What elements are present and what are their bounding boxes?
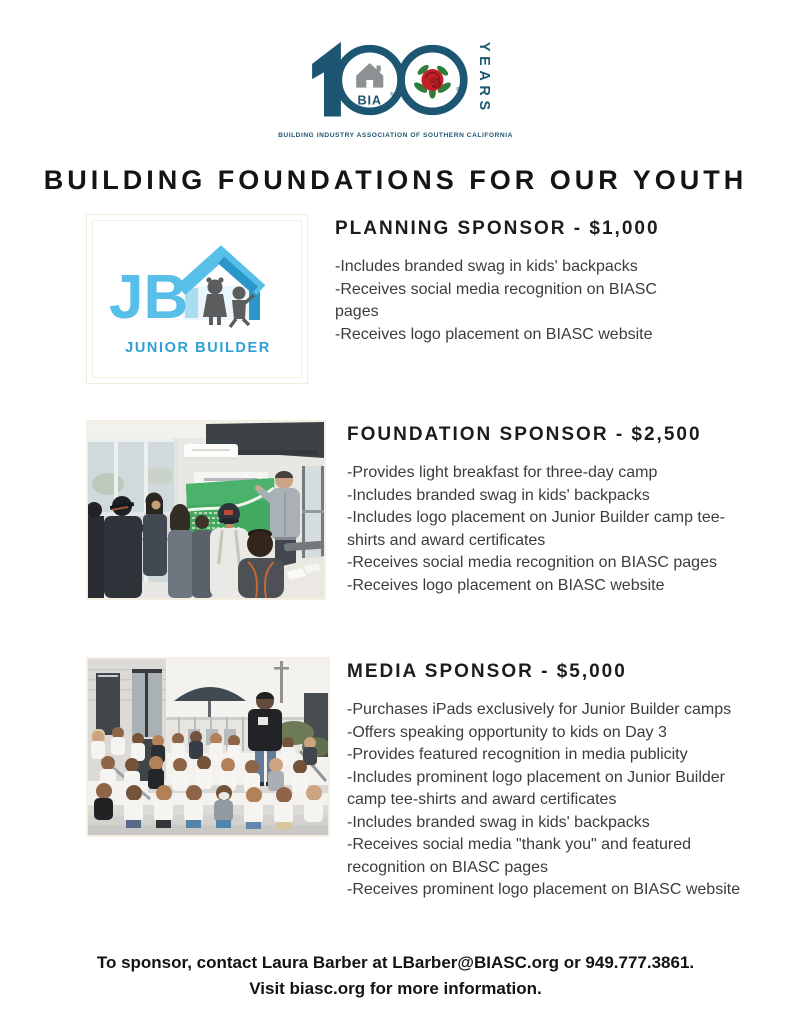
page-title: BUILDING FOUNDATIONS FOR OUR YOUTH bbox=[43, 165, 748, 195]
benefit-line: -Receives social media recognition on BIASC pages bbox=[347, 554, 717, 571]
foundation-sponsor-text bbox=[347, 420, 725, 597]
jb-monogram: JB bbox=[109, 263, 189, 332]
benefit-line: -Offers speaking opportunity to kids on Day 3 bbox=[347, 723, 667, 741]
junior-builder-logo-box bbox=[86, 214, 308, 384]
benefit-line: -Includes prominent logo placement on Junior Builder camp tee-shirts and award certificates bbox=[347, 768, 725, 808]
benefit-line: -Includes logo placement on Junior Builder camp tee-shirts and award certificates bbox=[347, 509, 725, 549]
benefit-line: -Receives logo placement on BIASC website bbox=[335, 325, 653, 343]
planning-sponsor-benefits bbox=[335, 256, 680, 346]
bia-wordmark: BIA bbox=[357, 92, 382, 108]
benefit-line: -Provides light breakfast for three-day camp bbox=[347, 464, 658, 481]
media-sponsor-text bbox=[347, 657, 749, 902]
bia-registered-mark: ® bbox=[389, 92, 394, 99]
benefit-line: -Receives social media "thank you" and featured recognition on BIASC pages bbox=[347, 836, 691, 876]
planning-sponsor-text bbox=[335, 214, 680, 346]
bia-100-years-logo bbox=[276, 30, 516, 139]
benefit-line: -Includes branded swag in kids' backpacks bbox=[347, 486, 650, 504]
bia-100-years-logo-graphic bbox=[283, 30, 509, 130]
logo-subtitle: BUILDING INDUSTRY ASSOCIATION OF SOUTHERN CALIFORNIA bbox=[278, 132, 513, 139]
media-sponsor-heading: MEDIA SPONSOR - $5,000 bbox=[347, 661, 627, 682]
junior-builder-label: JUNIOR BUILDER bbox=[125, 340, 271, 356]
benefit-line: -Includes branded swag in kids' backpacks bbox=[335, 258, 638, 275]
section-planning-sponsor bbox=[0, 214, 791, 384]
website-line: Visit biasc.org for more information. bbox=[249, 978, 542, 998]
benefit-line: -Receives social media recognition on BIASC pages bbox=[335, 280, 657, 320]
benefit-line: -Receives logo placement on BIASC website bbox=[347, 576, 665, 594]
planning-sponsor-heading: PLANNING SPONSOR - $1,000 bbox=[335, 218, 660, 239]
foundation-sponsor-benefits bbox=[347, 462, 725, 597]
benefit-line: -Purchases iPads exclusively for Junior Builder camps bbox=[347, 701, 732, 718]
junior-builder-logo-graphic bbox=[97, 224, 297, 374]
media-sponsor-benefits bbox=[347, 699, 749, 902]
indoor-camp-presentation-photo bbox=[86, 420, 326, 600]
years-vertical-text: YEARS bbox=[475, 41, 492, 115]
foundation-sponsor-heading: FOUNDATION SPONSOR - $2,500 bbox=[347, 424, 702, 445]
section-media-sponsor bbox=[0, 657, 791, 902]
section-foundation-sponsor bbox=[0, 420, 791, 600]
rose-registered-mark: ® bbox=[455, 87, 460, 94]
benefit-line: -Includes branded swag in kids' backpacks bbox=[347, 813, 650, 831]
contact-line: To sponsor, contact Laura Barber at LBarber@BIASC.org or 949.777.3861. bbox=[96, 952, 695, 972]
benefit-line: -Provides featured recognition in media publicity bbox=[347, 746, 688, 763]
benefit-line: -Receives prominent logo placement on BIASC website bbox=[347, 881, 741, 898]
outdoor-group-photo bbox=[86, 657, 330, 837]
contact-footer bbox=[0, 950, 791, 1002]
